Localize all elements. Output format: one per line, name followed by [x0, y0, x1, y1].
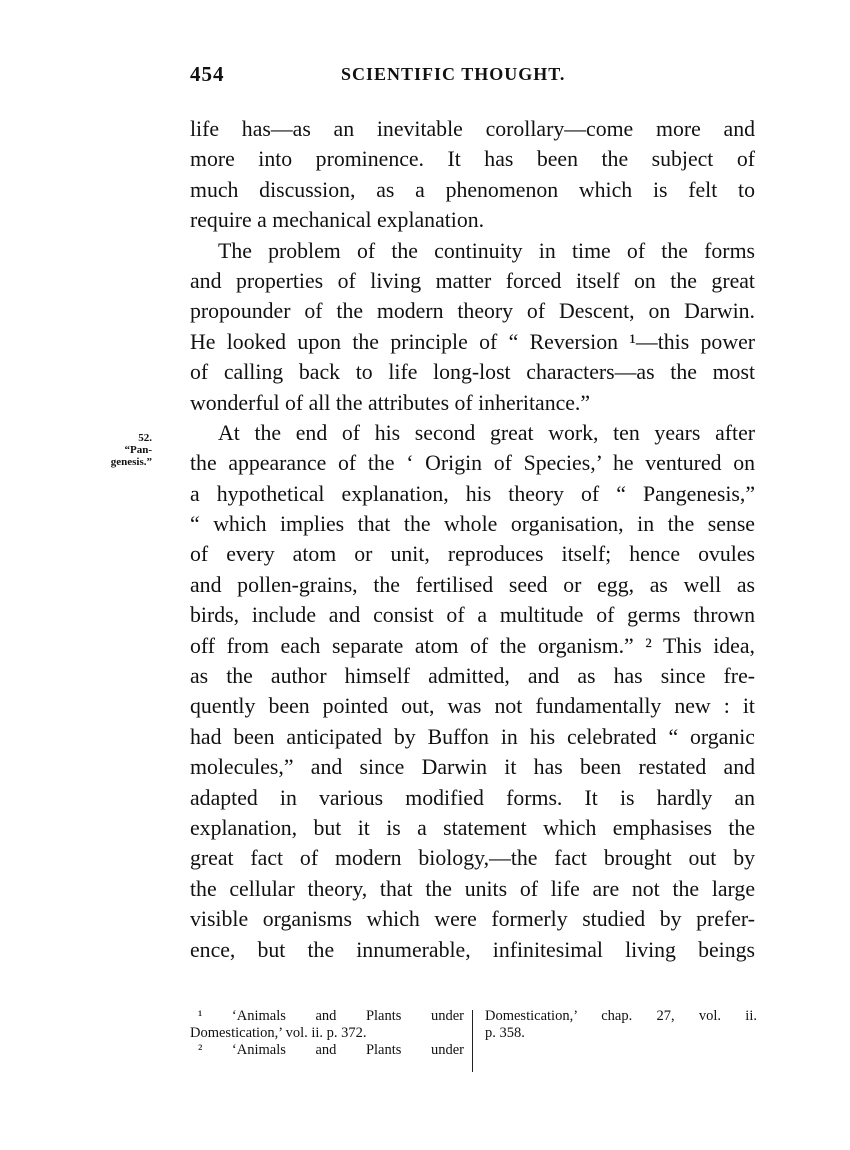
footnote-divider	[472, 1010, 473, 1072]
body-line: require a mechanical explanation.	[190, 208, 485, 233]
body-line: ence, but the innumerable, infinitesimal living beings	[190, 937, 755, 962]
footnotes-right-column	[485, 1008, 757, 1042]
body-line: adapted in various modified forms. It is hardly an	[190, 785, 755, 810]
body-line: a hypothetical explanation, his theory of “ Pangenesis,”	[190, 481, 755, 506]
body-line: The problem of the continuity in time of the forms	[218, 238, 755, 263]
body-line: propounder of the modern theory of Descent, on Darwin.	[190, 299, 755, 324]
margin-note-line-2: genesis.”	[110, 456, 152, 468]
body-line: life has—as an inevitable corollary—come more and	[190, 117, 755, 141]
margin-note-line-1: “Pan-	[124, 444, 152, 456]
body-line: molecules,” and since Darwin it has been restated and	[190, 755, 755, 780]
body-line: He looked upon the principle of “ Reversion ¹—this power	[190, 329, 755, 354]
footnotes-left-column	[190, 1008, 464, 1059]
body-line: off from each separate atom of the organism.” ² This idea,	[190, 633, 755, 658]
page-header	[190, 62, 755, 92]
body-line: the appearance of the ‘ Origin of Species,’ he ventured on	[190, 451, 755, 476]
body-line: much discussion, as a phenomenon which is felt to	[190, 177, 755, 202]
margin-note-number: 52.	[138, 432, 152, 444]
body-line: wonderful of all the attributes of inheritance.”	[190, 390, 591, 415]
body-line: visible organisms which were formerly studied by prefer-	[190, 907, 755, 932]
body-line: and properties of living matter forced itself on the great	[190, 268, 755, 293]
footnote-line: Domestication,’ vol. ii. p. 372.	[190, 1025, 367, 1041]
footnote-line: ¹ ‘Animals and Plants under	[198, 1008, 464, 1024]
body-text	[190, 114, 755, 965]
body-line: birds, include and consist of a multitude of germs thrown	[190, 603, 755, 628]
body-line: great fact of modern biology,—the fact brought out by	[190, 846, 755, 871]
page-number: 454	[190, 62, 225, 86]
body-line: of calling back to life long-lost characters—as the most	[190, 360, 755, 385]
footnote-line: Domestication,’ chap. 27, vol. ii.	[485, 1008, 757, 1024]
body-line: At the end of his second great work, ten years after	[218, 420, 755, 445]
body-line: had been anticipated by Buffon in his celebrated “ organic	[190, 724, 755, 749]
body-line: explanation, but it is a statement which emphasises the	[190, 815, 755, 840]
margin-note	[82, 432, 152, 468]
body-line: and pollen-grains, the fertilised seed or egg, as well as	[190, 572, 755, 597]
body-line: as the author himself admitted, and as has since fre-	[190, 664, 755, 689]
body-line: “ which implies that the whole organisation, in the sense	[190, 512, 755, 537]
running-head: SCIENTIFIC THOUGHT.	[341, 64, 566, 84]
footnote-line: p. 358.	[485, 1025, 525, 1041]
body-line: more into prominence. It has been the subject of	[190, 147, 755, 172]
body-line: the cellular theory, that the units of life are not the large	[190, 876, 755, 901]
body-line: quently been pointed out, was not fundamentally new : it	[190, 694, 755, 719]
footnote-line: ² ‘Animals and Plants under	[198, 1042, 464, 1058]
body-line: of every atom or unit, reproduces itself; hence ovules	[190, 542, 755, 567]
